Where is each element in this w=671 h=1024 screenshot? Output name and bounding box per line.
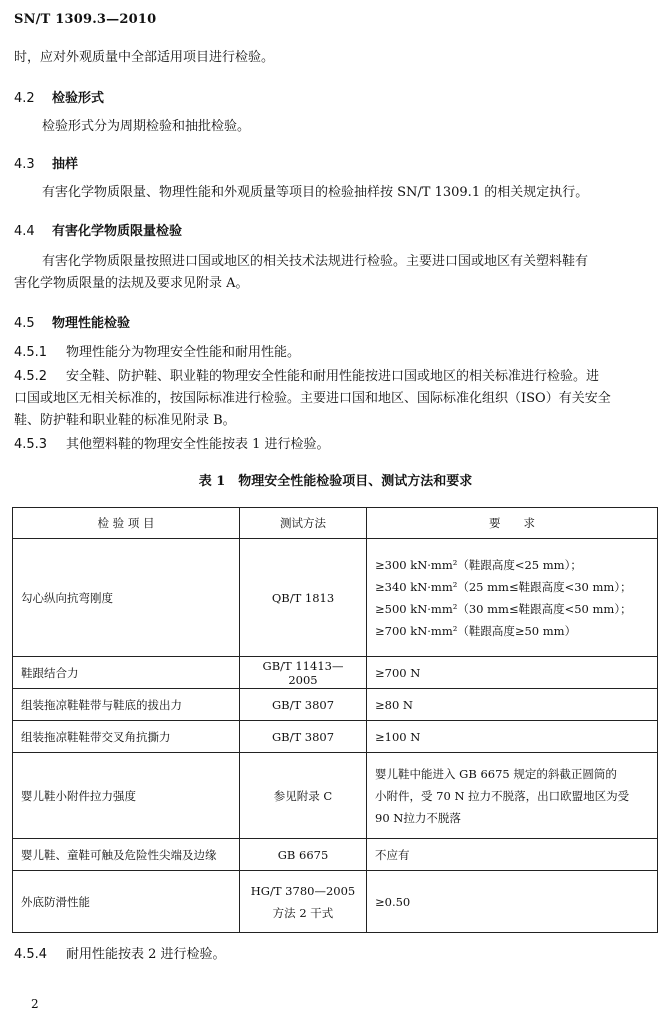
section-4-3-body: 有害化学物质限量、物理性能和外观质量等项目的检验抽样按 SN/T 1309.1 的相关规定执行。 <box>42 185 589 200</box>
row-requirement: 不应有 <box>367 839 658 871</box>
clause-text-line1: 安全鞋、防护鞋、职业鞋的物理安全性能和耐用性能按进口国或地区的相关标准进行检验。进 <box>66 369 600 384</box>
section-4-2-heading <box>14 87 104 106</box>
table-1-caption: 表 1 物理安全性能检验项目、测试方法和要求 <box>198 474 473 489</box>
row-item: 勾心纵向抗弯刚度 <box>13 539 240 657</box>
clause-4-5-2-line2: 口国或地区无相关标准的，按国际标准进行检验。主要进口国和地区、国际标准化组织（ISO）有关安全 <box>14 391 611 406</box>
row-method: GB/T 3807 <box>240 721 367 753</box>
clause-text: 物理性能分为物理安全性能和耐用性能。 <box>66 345 301 360</box>
header-method: 测试方法 <box>240 508 367 539</box>
clause-number: 4.5.3 <box>14 437 48 452</box>
table-row <box>13 539 658 657</box>
table-row <box>13 657 658 689</box>
standard-id: SN/T 1309.3—2010 <box>14 12 157 27</box>
row-method: QB/T 1813 <box>240 539 367 657</box>
clause-text: 耐用性能按表 2 进行检验。 <box>66 947 226 962</box>
clause-text: 其他塑料鞋的物理安全性能按表 1 进行检验。 <box>66 437 330 452</box>
row-requirement: ≥100 N <box>367 721 658 753</box>
section-4-3-heading <box>14 153 78 172</box>
row-requirement: ≥80 N <box>367 689 658 721</box>
requirement-line: ≥340 kN·mm²（25 mm≤鞋跟高度<30 mm）； <box>375 579 632 594</box>
section-4-5-heading <box>14 312 130 331</box>
section-number: 4.3 <box>14 157 35 172</box>
clause-4-5-2 <box>14 366 599 388</box>
requirement-line: ≥700 kN·mm²（鞋跟高度≥50 mm） <box>375 623 577 638</box>
section-title: 有害化学物质限量检验 <box>52 224 183 239</box>
table-1 <box>12 507 658 933</box>
row-method: GB/T 3807 <box>240 689 367 721</box>
row-item: 组装拖凉鞋鞋带与鞋底的拔出力 <box>13 689 240 721</box>
clause-number: 4.5.1 <box>14 345 48 360</box>
section-number: 4.2 <box>14 91 35 106</box>
requirement-line: ≥500 kN·mm²（30 mm≤鞋跟高度<50 mm）； <box>375 601 632 616</box>
table-header-row <box>13 508 658 539</box>
row-method: 参见附录 C <box>240 753 367 839</box>
row-item: 婴儿鞋、童鞋可触及危险性尖端及边缘 <box>13 839 240 871</box>
method-line: HG/T 3780—2005 <box>250 883 356 898</box>
section-number: 4.5 <box>14 316 35 331</box>
table-row <box>13 839 658 871</box>
section-title: 检验形式 <box>52 91 105 106</box>
section-4-4-body-line2: 害化学物质限量的法规及要求见附录 A。 <box>14 276 249 291</box>
row-item: 外底防滑性能 <box>13 871 240 933</box>
table-row <box>13 689 658 721</box>
table-row <box>13 721 658 753</box>
row-method <box>240 871 367 933</box>
clause-number: 4.5.4 <box>14 947 48 962</box>
row-requirement: ≥0.50 <box>367 871 658 933</box>
row-method: GB 6675 <box>240 839 367 871</box>
section-title: 物理性能检验 <box>52 316 131 331</box>
row-item: 鞋跟结合力 <box>13 657 240 689</box>
clause-number: 4.5.2 <box>14 369 48 384</box>
row-requirement <box>367 539 658 657</box>
intro-line: 时，应对外观质量中全部适用项目进行检验。 <box>14 50 275 65</box>
section-title: 抽样 <box>52 157 79 172</box>
clause-4-5-4 <box>14 944 226 966</box>
page-number: 2 <box>31 997 39 1011</box>
requirement-line: 小附件，受 70 N 拉力不脱落，出口欧盟地区为受 <box>375 788 630 803</box>
section-4-4-body-line1: 有害化学物质限量按照进口国或地区的相关技术法规进行检验。主要进口国或地区有关塑料鞋有 <box>42 254 589 269</box>
clause-4-5-1 <box>14 342 300 364</box>
section-4-2-body: 检验形式分为周期检验和抽批检验。 <box>42 119 251 134</box>
section-4-4-heading <box>14 220 182 239</box>
clause-4-5-2-line3: 鞋、防护鞋和职业鞋的标准见附录 B。 <box>14 413 236 428</box>
method-line: 方法 2 干式 <box>272 905 334 920</box>
row-requirement: ≥700 N <box>367 657 658 689</box>
row-method: GB/T 11413—2005 <box>240 657 367 689</box>
table-row <box>13 753 658 839</box>
row-item: 组装拖凉鞋鞋带交叉角抗撕力 <box>13 721 240 753</box>
row-item: 婴儿鞋小附件拉力强度 <box>13 753 240 839</box>
header-requirement: 要 求 <box>367 508 658 539</box>
clause-4-5-3 <box>14 434 330 456</box>
requirement-line: 90 N拉力不脱落 <box>375 810 461 825</box>
row-requirement <box>367 753 658 839</box>
table-row <box>13 871 658 933</box>
requirement-line: ≥300 kN·mm²（鞋跟高度<25 mm）； <box>375 557 582 572</box>
header-item: 检 验 项 目 <box>13 508 240 539</box>
requirement-line: 婴儿鞋中能进入 GB 6675 规定的斜截正圆筒的 <box>375 766 617 781</box>
section-number: 4.4 <box>14 224 35 239</box>
